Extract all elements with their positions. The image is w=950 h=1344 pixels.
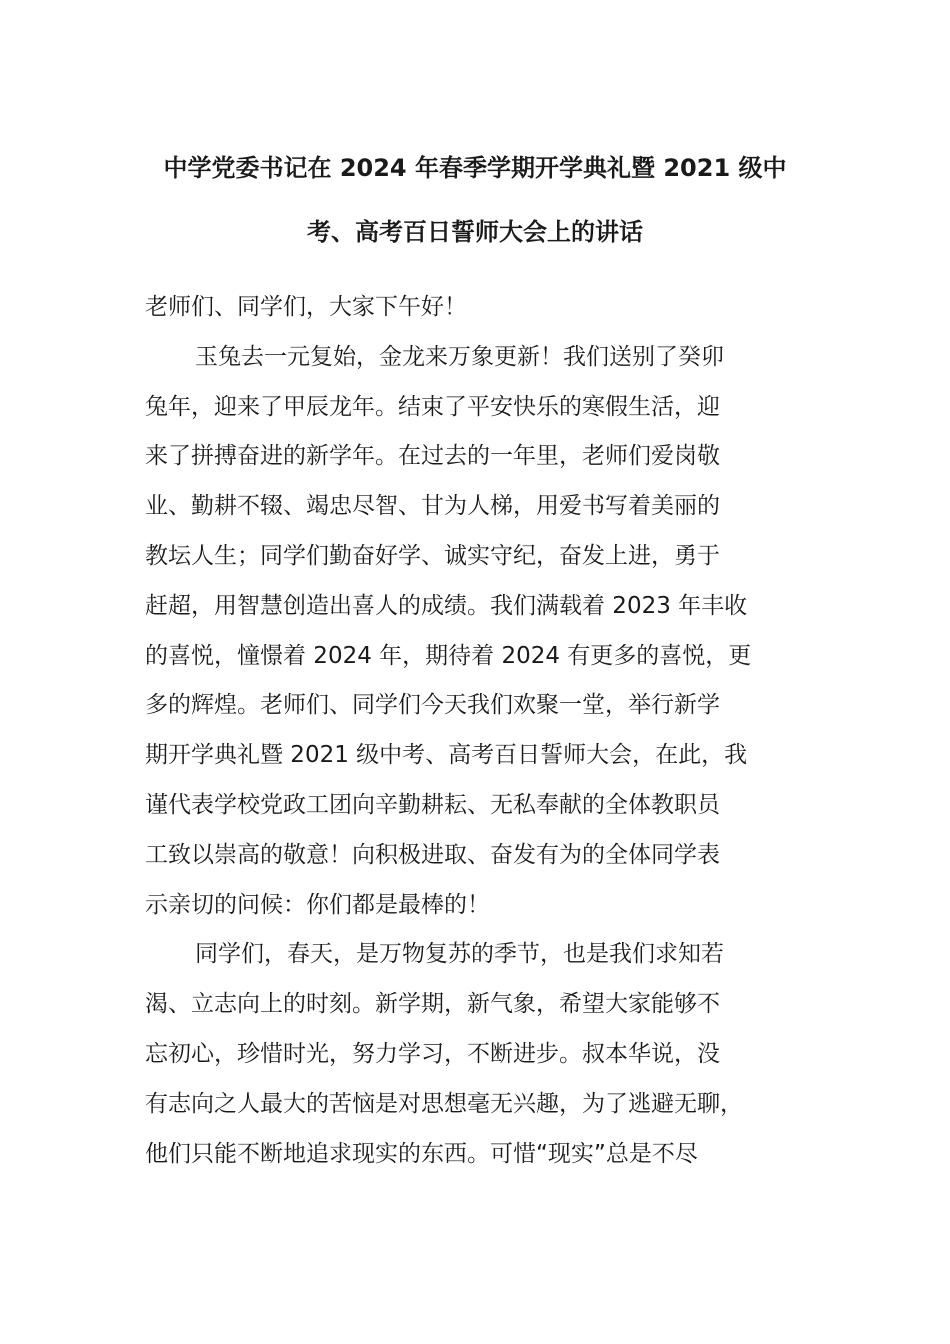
paragraph-1-line: 工致以崇高的敬意！向积极进取、奋发有为的全体同学表 xyxy=(145,841,720,868)
paragraph-2-line: 忘初心，珍惜时光，努力学习，不断进步。叔本华说，没 xyxy=(145,1040,720,1067)
paragraph-1-line: 示亲切的问候：你们都是最棒的！ xyxy=(145,891,490,918)
document-body xyxy=(145,283,815,1179)
paragraph-1-line: 多的辉煌。老师们、同学们今天我们欢聚一堂，举行新学 xyxy=(145,692,720,719)
paragraph-1-line: 的喜悦，憧憬着 2024 年，期待着 2024 有更多的喜悦，更 xyxy=(145,642,752,669)
paragraph-2-line: 渴、立志向上的时刻。新学期，新气象，希望大家能够不 xyxy=(145,991,720,1018)
paragraph-2-line: 他们只能不断地追求现实的东西。可惜“现实”总是不尽 xyxy=(145,1140,698,1167)
title-line-1: 中学党委书记在 2024 年春季学期开学典礼暨 2021 级中 xyxy=(163,154,787,182)
title-line-2: 考、高考百日誓师大会上的讲话 xyxy=(307,218,643,246)
paragraph-2-line: 有志向之人最大的苦恼是对思想毫无兴趣，为了逃避无聊， xyxy=(145,1090,743,1117)
paragraph-1-line: 业、勤耕不辍、竭忠尽智、甘为人梯，用爱书写着美丽的 xyxy=(145,493,720,520)
paragraph-1-line: 期开学典礼暨 2021 级中考、高考百日誓师大会，在此，我 xyxy=(145,742,748,769)
paragraph-2-line: 同学们，春天，是万物复苏的季节，也是我们求知若 xyxy=(195,941,724,968)
paragraph-1-line: 兔年，迎来了甲辰龙年。结束了平安快乐的寒假生活，迎 xyxy=(145,393,720,420)
paragraph-1-line: 教坛人生；同学们勤奋好学、诚实守纪，奋发上进，勇于 xyxy=(145,542,720,569)
paragraph-1-line: 赶超，用智慧创造出喜人的成绩。我们满载着 2023 年丰收 xyxy=(145,592,748,619)
paragraph-1-line: 玉兔去一元复始，金龙来万象更新！我们送别了癸卯 xyxy=(195,343,724,370)
paragraph-1-line: 来了拼搏奋进的新学年。在过去的一年里，老师们爱岗敬 xyxy=(145,443,720,470)
greeting-line: 老师们、同学们，大家下午好！ xyxy=(145,294,467,320)
document-title xyxy=(140,152,810,248)
paragraph-1-line: 谨代表学校党政工团向辛勤耕耘、无私奉献的全体教职员 xyxy=(145,791,720,818)
